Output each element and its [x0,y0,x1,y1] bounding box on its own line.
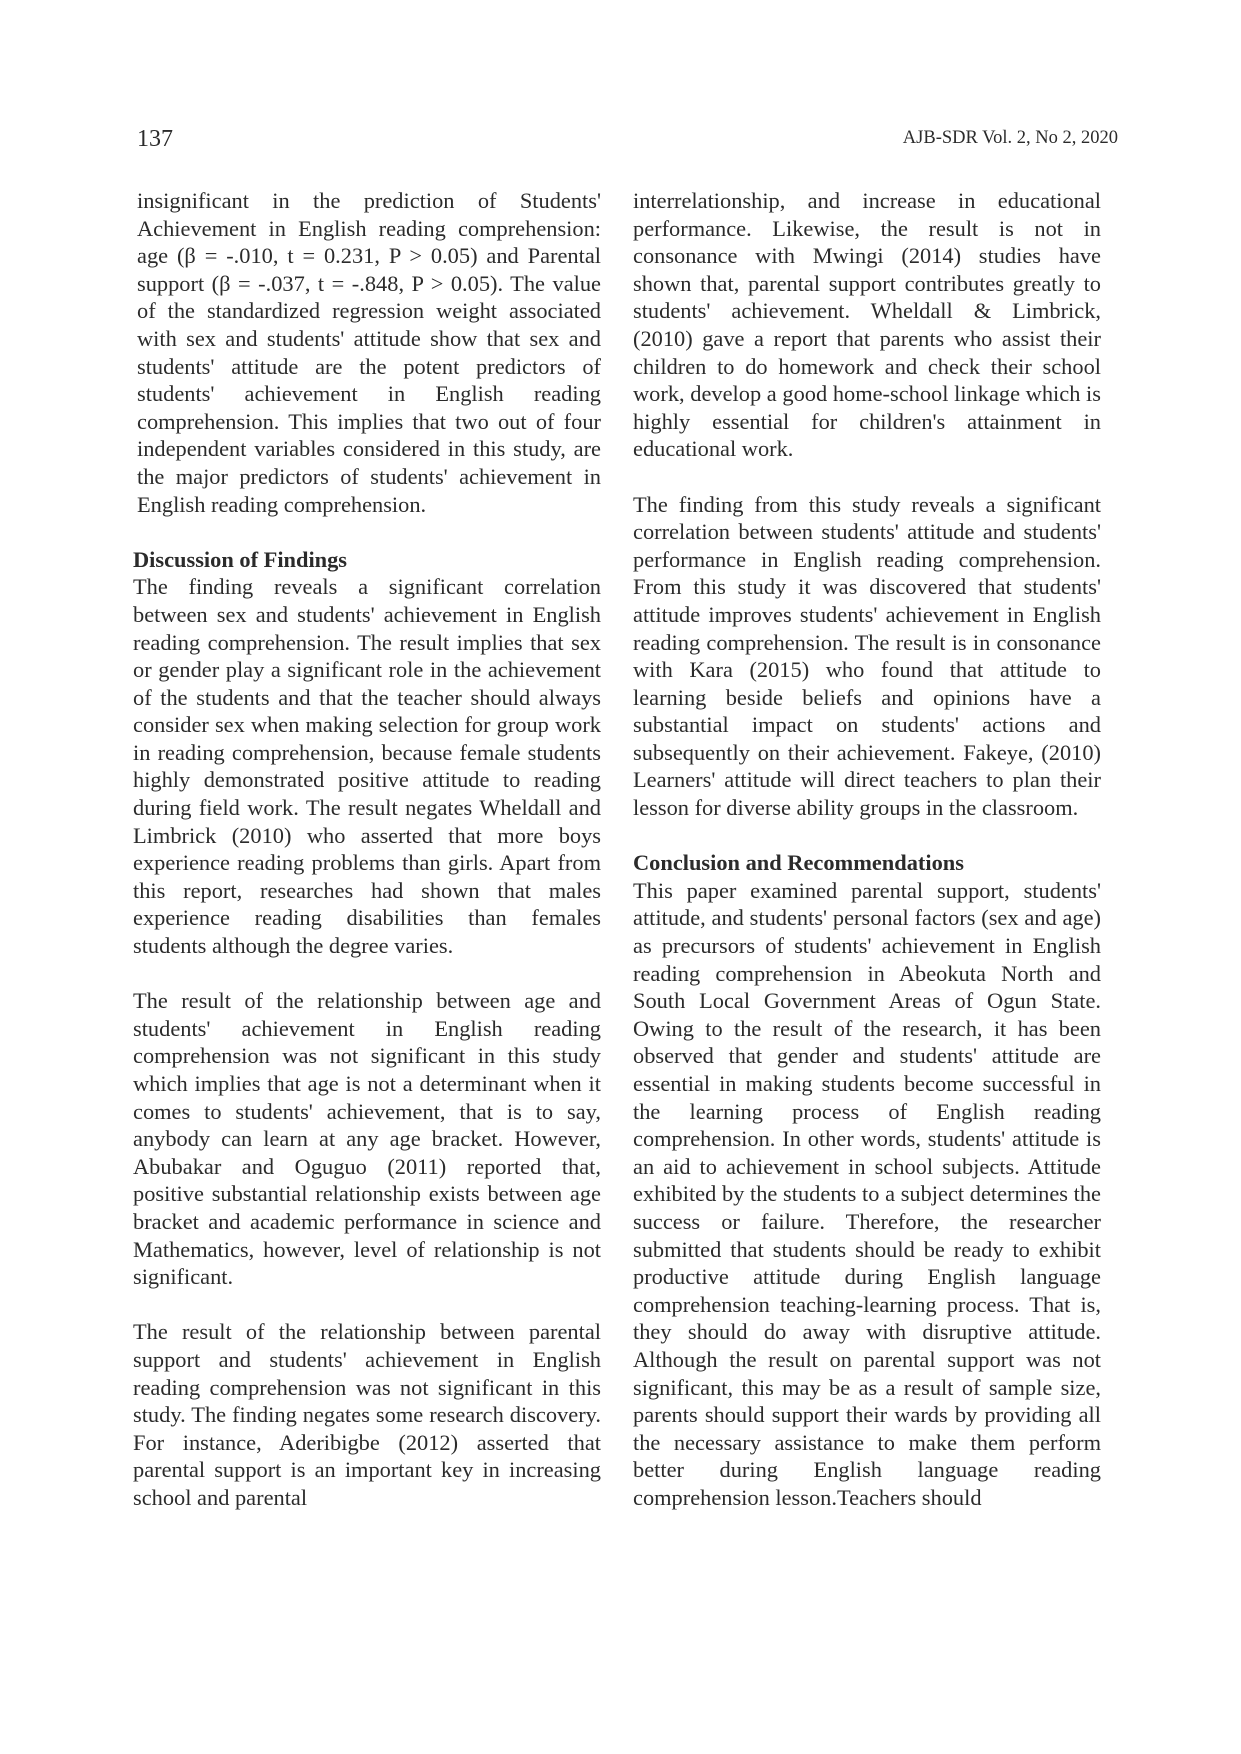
paragraph-parental-support-continued: interrelationship, and increase in educational performance. Likewise, the result is not in consonance with Mwingi (2014) studies have shown that, parental support contributes greatly to students' achievement. Wheldall & Limbrick, (2010) gave a report that parents who assist their children to do homework and check their school work, develop a good home-school linkage which is highly essential for children's attainment in educational work. [633,188,1101,462]
heading-conclusion-and-recommendations: Conclusion and Recommendations [633,850,964,876]
journal-running-head: AJB-SDR Vol. 2, No 2, 2020 [902,128,1118,148]
right-column [633,187,1101,1512]
paragraph-age-findings: The result of the relationship between age and students' achievement in English reading comprehension was not significant in this study which implies that age is not a determinant when it comes to students' achievement, that is to say, anybody can learn at any age bracket. However, Abubakar and Oguguo (2011) reported that, positive substantial relationship exists between age bracket and academic performance in science and Mathematics, however, level of relationship is not significant. [133,988,601,1290]
paragraph-parental-support-findings: The result of the relationship between parental support and students' achievement in English reading comprehension was not significant in this study. The finding negates some research discovery. For instance, Aderibigbe (2012) asserted that parental support is an important key in increasing school and parental [133,1319,601,1510]
page-number: 137 [137,126,173,152]
paragraph-attitude-findings: The finding from this study reveals a significant correlation between students' attitude and students' performance in English reading comprehension. From this study it was discovered that students' attitude improves students' achievement in English reading comprehension. The result is in consonance with Kara (2015) who found that attitude to learning beside beliefs and opinions have a substantial impact on students' actions and subsequently on their achievement. Fakeye, (2010) Learners' attitude will direct teachers to plan their lesson for diverse ability groups in the classroom. [633,491,1101,821]
paragraph-sex-findings: The finding reveals a significant correlation between sex and students' achievement in English reading comprehension. The result implies that sex or gender play a significant role in the achievement of the students and that the teacher should always consider sex when making selection for group work in reading comprehension, because female students highly demonstrated positive attitude to reading during field work. The result negates Wheldall and Limbrick (2010) who asserted that more boys experience reading problems than girls. Apart from this report, researches had shown that males experience reading disabilities than females students although the degree varies. [133,574,601,959]
left-column [133,187,601,1512]
paragraph-regression-results: insignificant in the prediction of Students' Achievement in English reading comprehension: age (β = -.010, t = 0.231, P > 0.05) and Parental support (β = -.037, t = -.848, P > 0.05). The value of the standardized regression weight associated with sex and students' attitude show that sex and students' attitude are the potent predictors of students' achievement in English reading comprehension. This implies that two out of four independent variables considered in this study, are the major predictors of students' achievement in English reading comprehension. [137,188,601,517]
heading-discussion-of-findings: Discussion of Findings [133,546,348,572]
paragraph-conclusion: This paper examined parental support, students' attitude, and students' personal factors (sex and age) as precursors of students' achievement in English reading comprehension in Abeokuta North and South Local Government Areas of Ogun State. Owing to the result of the research, it has been observed that gender and students' attitude are essential in making students become successful in the learning process of English reading comprehension. In other words, students' attitude is an aid to achievement in school subjects. Attitude exhibited by the students to a subject determines the success or failure. Therefore, the researcher submitted that students should be ready to exhibit productive attitude during English language comprehension teaching-learning process. That is, they should do away with disruptive attitude. Although the result on parental support was not significant, this may be as a result of sample size, parents should support their wards by providing all the necessary assistance to make them perform better during English language reading comprehension lesson.Teachers should [633,877,1101,1510]
